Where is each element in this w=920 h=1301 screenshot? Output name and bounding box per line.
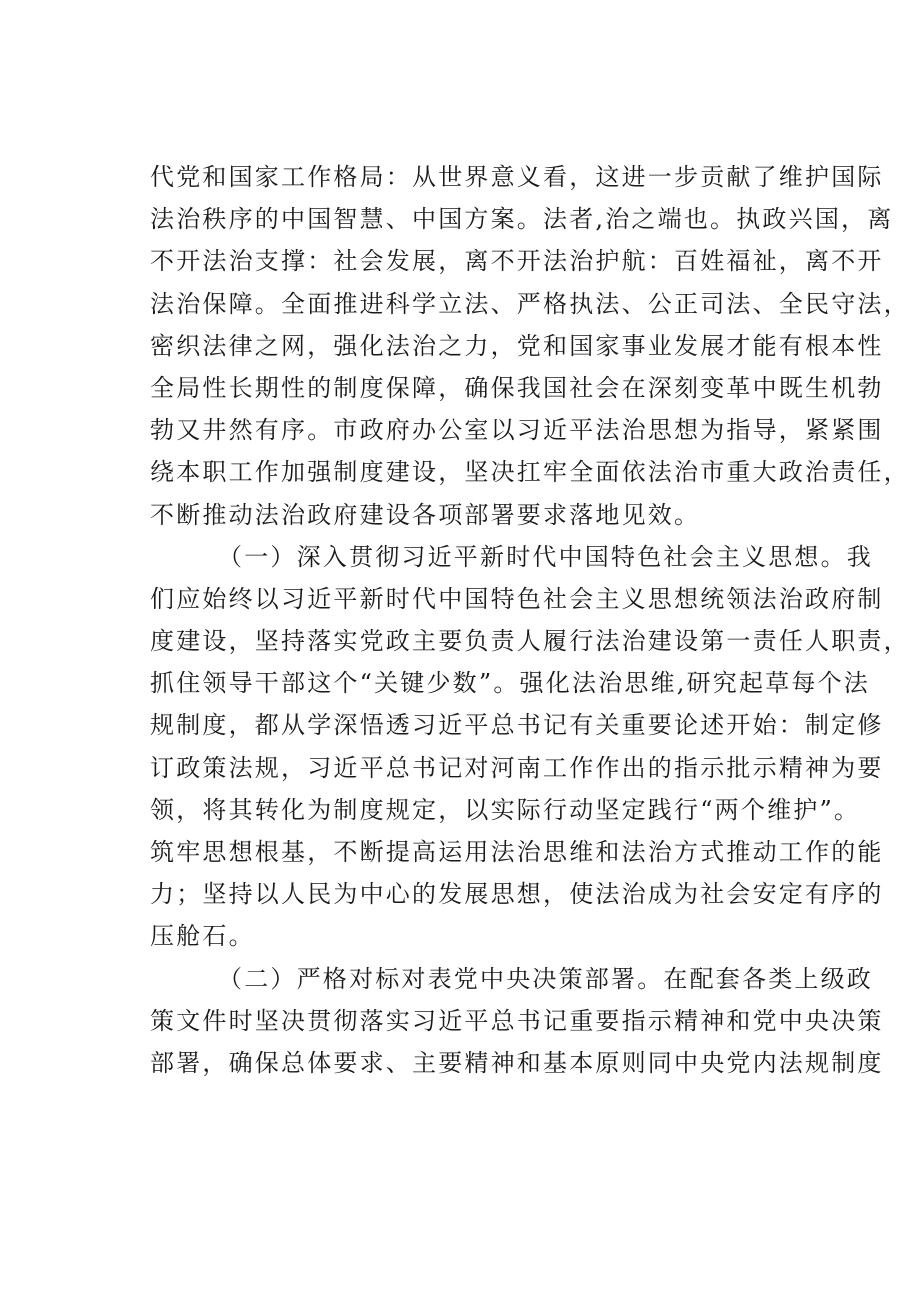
text-line: 规制度，都从学深悟透习近平总书记有关重要论述开始：制定修 [150,711,884,740]
text-line: 代党和国家工作格局：从世界意义看，这进一步贡献了维护国际 [150,163,884,191]
section-heading-line: （二）严格对标对表党中央决策部署。在配套各类上级政 [218,964,873,993]
text-line: 密织法律之网，强化法治之力，党和国家事业发展才能有根本性 [150,331,884,360]
text-line: 部署，确保总体要求、主要精神和基本原则同中央党内法规制度 [150,1048,884,1077]
text-line: 度建设，坚持落实党政主要负责人履行法治建设第一责任人职责， [150,627,910,656]
text-line: 领，将其转化为制度规定，以实际行动坚定践行“两个维护”。 [150,795,861,824]
section-heading-line: （一）深入贯彻习近平新时代中国特色社会主义思想。我 [218,542,873,571]
text-line: 筑牢思想根基，不断提高运用法治思维和法治方式推动工作的能 [150,838,884,866]
text-line: 法治秩序的中国智慧、中国方案。法者,治之端也。执政兴国，离 [150,205,894,234]
text-line: 们应始终以习近平新时代中国特色社会主义思想统领法治政府制 [150,584,884,613]
text-line: 绕本职工作加强制度建设，坚决扛牢全面依法治市重大政治责任， [150,458,910,487]
text-line: 压舱石。 [150,922,255,951]
text-line: 全局性长期性的制度保障，确保我国社会在深刻变革中既生机勃 [150,373,884,402]
text-line: 勃又井然有序。市政府办公室以习近平法治思想为指导，紧紧围 [150,416,884,445]
text-line: 订政策法规，习近平总书记对河南工作作出的指示批示精神为要 [150,753,884,782]
text-line: 不断推动法治政府建设各项部署要求落地见效。 [150,500,701,529]
text-line: 法治保障。全面推进科学立法、严格执法、公正司法、全民守法， [150,289,910,318]
text-line: 力；坚持以人民为中心的发展思想，使法治成为社会安定有序的 [150,880,884,909]
text-line: 抓住领导干部这个“关键少数”。强化法治思维,研究起草每个法 [150,669,870,698]
text-line: 不开法治支撑：社会发展，离不开法治护航：百姓福祉，离不开 [150,247,884,276]
document-body [150,156,910,1084]
text-line: 策文件时坚决贯彻落实习近平总书记重要指示精神和党中央决策 [150,1006,884,1035]
